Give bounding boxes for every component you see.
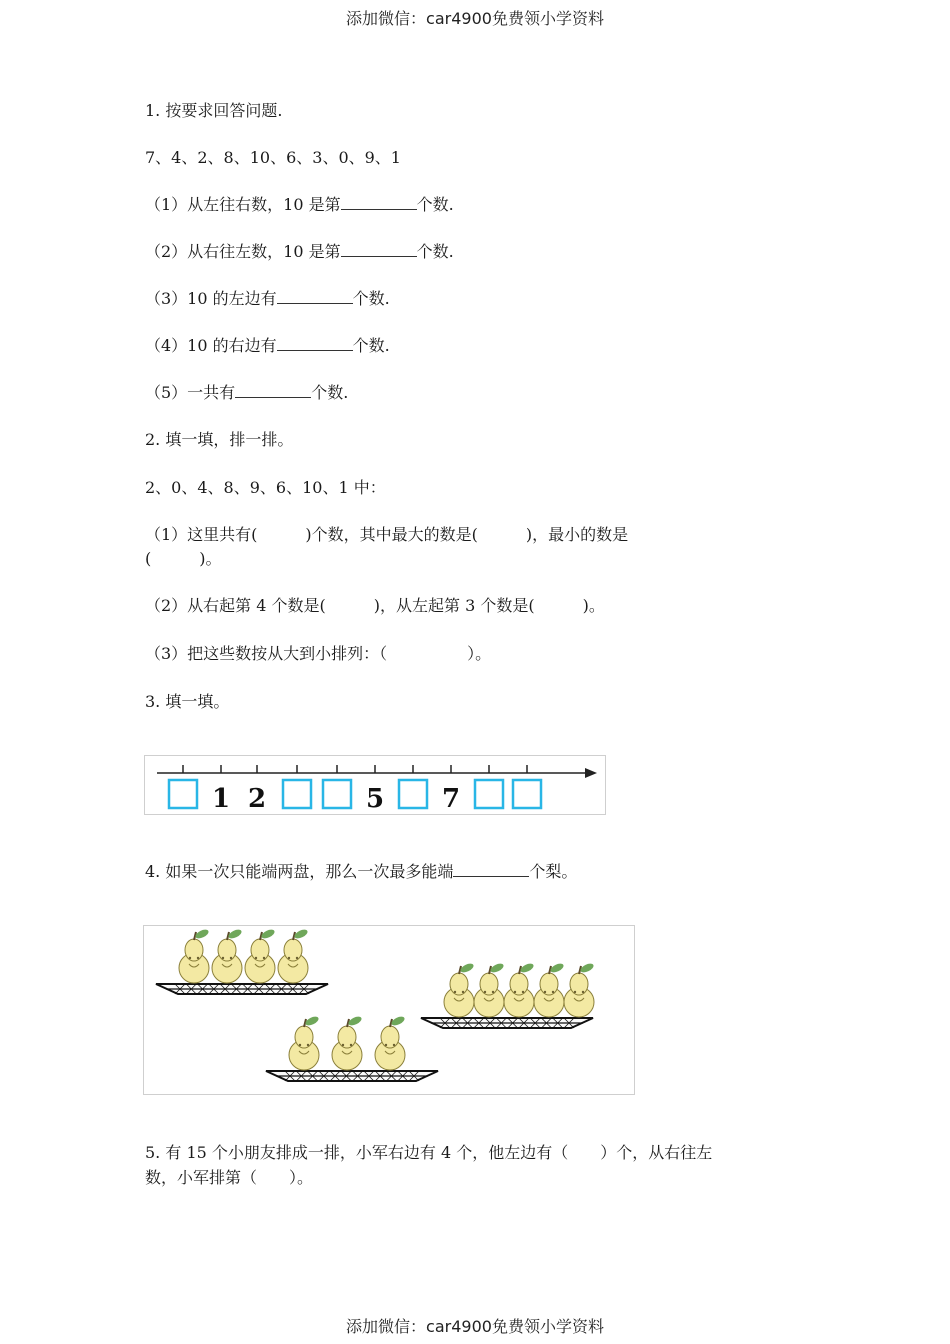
q5-line2: 数，小军排第（ ）。 — [145, 1168, 314, 1187]
q1-part2-suffix: 个数. — [416, 242, 454, 261]
arrow-right-icon — [585, 768, 597, 778]
pear-icon — [474, 962, 505, 1017]
pear-icon — [332, 1015, 363, 1070]
q4-title-suffix: 个梨。 — [529, 862, 578, 881]
footer-watermark: 添加微信：car4900免费领小学资料 — [346, 1317, 604, 1336]
q1-part2 — [145, 242, 454, 262]
pear-icon — [289, 1015, 320, 1070]
number-line-svg — [145, 756, 605, 814]
pear-icon — [534, 962, 565, 1017]
pear-icon — [504, 962, 535, 1017]
number-label: 7 — [441, 784, 461, 814]
q2-part1-line1: （1）这里共有( )个数，其中最大的数是( )，最小的数是 — [145, 525, 629, 544]
q2-title: 2. 填一填，排一排。 — [145, 430, 294, 449]
pear-icon — [278, 928, 309, 983]
answer-box[interactable] — [323, 780, 351, 808]
answer-box[interactable] — [399, 780, 427, 808]
q1-part2-text: （2）从右往左数，10 是第 — [145, 242, 341, 261]
pear-icon — [245, 928, 276, 983]
q1-part5 — [145, 383, 348, 403]
header-watermark: 添加微信：car4900免费领小学资料 — [346, 9, 604, 28]
plate — [421, 1018, 593, 1028]
number-label: 5 — [365, 784, 385, 814]
answer-blank[interactable] — [277, 289, 353, 304]
q1-part4-text: （4）10 的右边有 — [145, 336, 277, 355]
q1-part3-suffix: 个数. — [352, 289, 390, 308]
q2-sequence: 2、0、4、8、9、6、10、1 中： — [145, 478, 386, 497]
answer-blank[interactable] — [235, 383, 311, 398]
pear-plates-figure — [143, 925, 635, 1095]
q2-part1-line2: ( )。 — [145, 549, 222, 568]
q2-part2: （2）从右起第 4 个数是( )，从左起第 3 个数是( )。 — [145, 596, 605, 615]
q1-part4 — [145, 336, 390, 356]
pear-plates-svg — [144, 926, 634, 1094]
q1-part1-suffix: 个数. — [416, 195, 454, 214]
answer-box[interactable] — [513, 780, 541, 808]
answer-blank[interactable] — [453, 862, 529, 877]
answer-box[interactable] — [169, 780, 197, 808]
plate — [266, 1071, 438, 1081]
q4-title — [145, 862, 577, 882]
q1-part1-text: （1）从左往右数，10 是第 — [145, 195, 341, 214]
answer-blank[interactable] — [341, 242, 417, 257]
pear-icon — [375, 1015, 406, 1070]
number-label: 2 — [247, 784, 267, 814]
q3-title: 3. 填一填。 — [145, 692, 230, 711]
q1-part5-text: （5）一共有 — [145, 383, 236, 402]
answer-blank[interactable] — [341, 195, 417, 210]
pear-icon — [444, 962, 475, 1017]
pear-icon — [179, 928, 210, 983]
q1-part5-suffix: 个数. — [311, 383, 349, 402]
q1-part1 — [145, 195, 454, 215]
q1-sequence: 7、4、2、8、10、6、3、0、9、1 — [145, 148, 401, 167]
pear-icon — [564, 962, 595, 1017]
pear-icon — [212, 928, 243, 983]
q1-part3 — [145, 289, 390, 309]
q1-title: 1. 按要求回答问题. — [145, 101, 283, 120]
q2-part3: （3）把这些数按从大到小排列：（ ）。 — [145, 644, 492, 663]
plate — [156, 984, 328, 994]
answer-blank[interactable] — [277, 336, 353, 351]
q5-line1: 5. 有 15 个小朋友排成一排，小军右边有 4 个，他左边有（ ）个，从右往左 — [145, 1143, 713, 1162]
number-label: 1 — [211, 784, 231, 814]
q4-title-text: 4. 如果一次只能端两盘，那么一次最多能端 — [145, 862, 454, 881]
answer-box[interactable] — [475, 780, 503, 808]
q1-part4-suffix: 个数. — [352, 336, 390, 355]
number-line-figure — [144, 755, 606, 815]
answer-box[interactable] — [283, 780, 311, 808]
q1-part3-text: （3）10 的左边有 — [145, 289, 277, 308]
